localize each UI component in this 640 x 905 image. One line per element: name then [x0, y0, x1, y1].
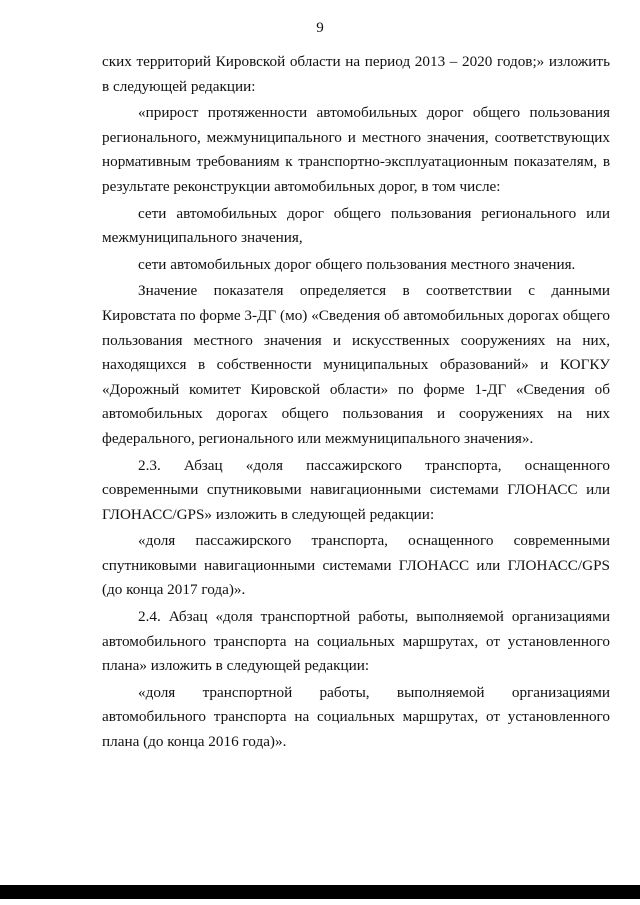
paragraph-section-2-4-new: «доля транспортной работы, выполняемой организациями автомобильного транспорта на социальных маршрутах, от установленного плана (до конца 2016 года)». — [102, 683, 610, 751]
document-body — [102, 50, 610, 755]
paragraph-continuation: ских территорий Кировской области на период 2013 – 2020 годов;» изложить в следующей редакции: — [102, 53, 610, 95]
scan-bottom-edge — [0, 885, 640, 899]
paragraph-indicator-definition: «прирост протяженности автомобильных дорог общего пользования регионального, межмуниципального и местного значения, соответствующих нормативным требованиям к транспортно-эксплуатационным показателям, в результате реконструкции автомобильных дорог, в том числе: — [102, 104, 610, 195]
paragraph-regional-roads: сети автомобильных дорог общего пользования регионального или межмуниципального значения, — [102, 204, 610, 247]
paragraph-section-2-4: 2.4. Абзац «доля транспортной работы, выполняемой организациями автомобильного транспорта на социальных маршрутах, от установленного плана» изложить в следующей редакции: — [102, 608, 610, 675]
page-number: 9 — [316, 20, 324, 36]
paragraph-local-roads: сети автомобильных дорог общего пользования местного значения. — [138, 255, 576, 273]
paragraph-section-2-3: 2.3. Абзац «доля пассажирского транспорта, оснащенного современными спутниковыми навигационными системами ГЛОНАСС или ГЛОНАСС/GPS» изложить в следующей редакции: — [102, 456, 610, 523]
paragraph-section-2-3-new: «доля пассажирского транспорта, оснащенного современными спутниковыми навигационными системами ГЛОНАСС или ГЛОНАСС/GPS (до конца 2017 года)». — [102, 532, 610, 599]
paragraph-indicator-source: Значение показателя определяется в соответствии с данными Кировстата по форме 3-ДГ (мо) «Сведения об автомобильных дорогах общего пользования местного значения и искусственных сооружениях на них, находящихся в собственности муниципальных образований» и КОГКУ «Дорожный комитет Кировской области» по форме 1-ДГ «Сведения об автомобильных дорогах общего пользования и сооружениях на них федерального, регионального или межмуниципального значения». — [102, 282, 610, 447]
